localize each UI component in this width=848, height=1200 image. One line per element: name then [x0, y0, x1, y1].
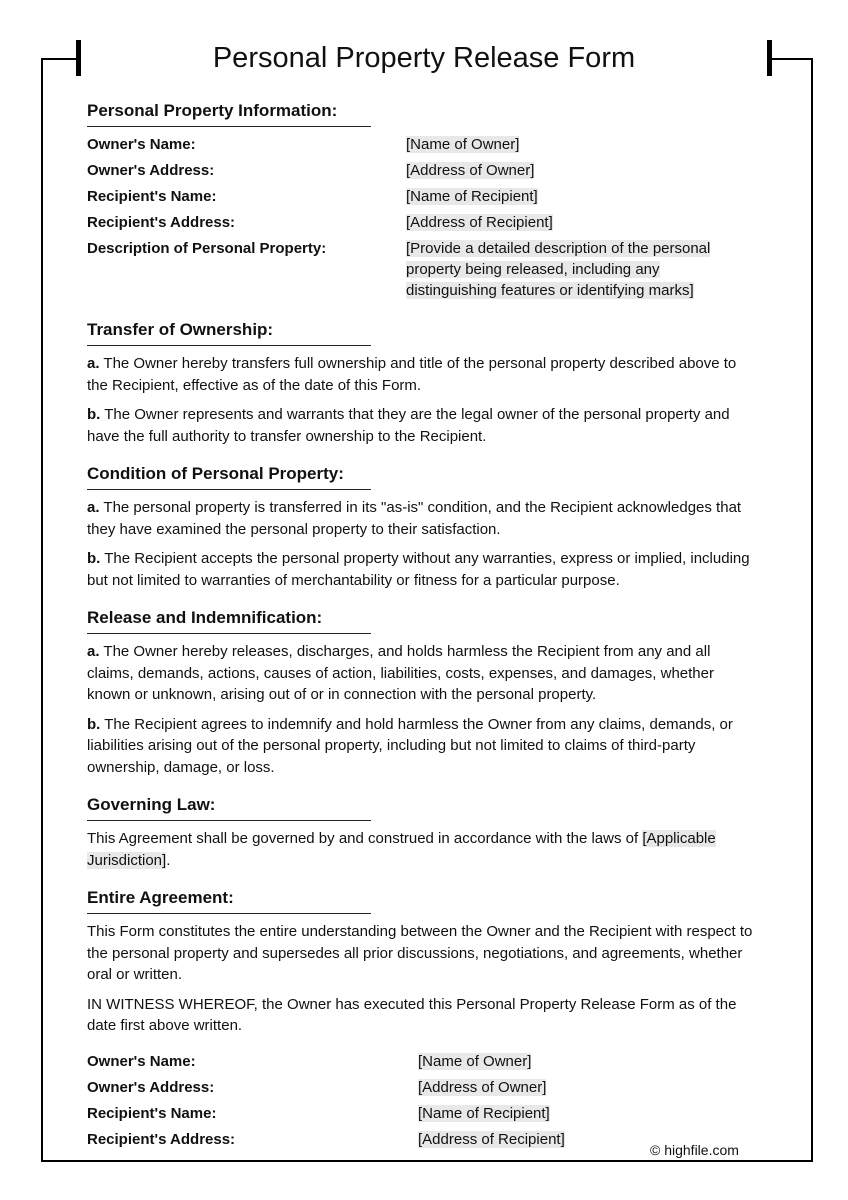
clause-marker: b.: [87, 406, 101, 423]
section-heading-info: Personal Property Information:: [87, 100, 371, 127]
info-label: Recipient's Name:: [87, 188, 217, 205]
info-value: [406, 134, 746, 155]
info-label: Recipient's Address:: [87, 214, 236, 231]
sig-row-recipient-name: [87, 1103, 757, 1124]
info-label: Description of Personal Property:: [87, 240, 327, 257]
clause-condition-a: [87, 497, 757, 540]
clause-transfer-a: [87, 353, 757, 396]
section-heading-condition: Condition of Personal Property:: [87, 463, 371, 490]
copyright-footer: © highfile.com: [650, 1142, 739, 1158]
section-heading-entire: Entire Agreement:: [87, 887, 371, 914]
info-row-recipient-name: [87, 186, 757, 207]
clause-text: This Agreement shall be governed by and construed in accordance with the laws of: [87, 830, 639, 847]
info-value: [418, 1051, 757, 1072]
clause-text: The Owner hereby releases, discharges, and holds harmless the Recipient from any and all claims, demands, actions, causes of action, liabilities, costs, expenses, and damages, whether known or unknown, arising out of or in connection with the personal property.: [87, 643, 714, 703]
placeholder-field[interactable]: [Provide a detailed description of the personal property being released, including any distinguishing features or identifying marks]: [406, 240, 711, 299]
placeholder-field[interactable]: [Name of Recipient]: [418, 1104, 550, 1122]
placeholder-field[interactable]: [Address of Owner]: [418, 1078, 547, 1096]
section-heading-release: Release and Indemnification:: [87, 607, 371, 634]
clause-transfer-b: [87, 404, 757, 447]
page-title: Personal Property Release Form: [212, 42, 636, 74]
info-value: [418, 1103, 757, 1124]
info-label: Recipient's Address:: [87, 1130, 236, 1148]
info-row-owner-name: [87, 134, 757, 155]
clause-text: The Recipient accepts the personal property without any warranties, express or implied, including but not limited to warranties of merchantability or fitness for a particular purpose.: [87, 550, 750, 589]
info-value: [406, 186, 746, 207]
witness-statement: IN WITNESS WHEREOF, the Owner has executed this Personal Property Release Form as of the date first above written.: [87, 995, 737, 1034]
clause-text: The personal property is transferred in its "as-is" condition, and the Recipient acknowledges that they have examined the personal property to their satisfaction.: [87, 499, 742, 538]
clause-marker: a.: [87, 499, 100, 516]
info-label: Owner's Name:: [87, 136, 196, 153]
placeholder-field[interactable]: [Name of Owner]: [406, 136, 520, 153]
placeholder-field[interactable]: [Address of Owner]: [406, 162, 535, 179]
placeholder-field[interactable]: [Name of Owner]: [418, 1052, 532, 1070]
info-value: [406, 212, 746, 233]
clause-release-b: [87, 714, 757, 779]
clause-governing: [87, 828, 757, 871]
info-label: Owner's Address:: [87, 162, 215, 179]
section-heading-governing: Governing Law:: [87, 794, 371, 821]
form-content: [87, 100, 757, 1155]
placeholder-field[interactable]: [Address of Recipient]: [418, 1130, 565, 1148]
info-label: Owner's Address:: [87, 1078, 215, 1096]
info-value: [406, 160, 746, 181]
clause-marker: a.: [87, 643, 100, 660]
info-value: [406, 238, 746, 301]
sig-row-owner-name: [87, 1051, 757, 1072]
info-row-owner-address: [87, 160, 757, 181]
info-label: Owner's Name:: [87, 1052, 196, 1070]
info-value: [418, 1077, 757, 1098]
info-label: Recipient's Name:: [87, 1104, 217, 1122]
frame-bottom: [41, 1160, 813, 1162]
clause-condition-b: [87, 548, 757, 591]
placeholder-field[interactable]: [Address of Recipient]: [406, 214, 553, 231]
placeholder-field[interactable]: [Applicable Jurisdiction]: [87, 830, 716, 869]
frame-right: [811, 58, 813, 1162]
sig-row-owner-address: [87, 1077, 757, 1098]
clause-end: .: [166, 851, 171, 869]
section-heading-transfer: Transfer of Ownership:: [87, 319, 371, 346]
clause-text: The Owner hereby transfers full ownership and title of the personal property described above to the Recipient, effective as of the date of this Form.: [87, 355, 737, 394]
clause-marker: b.: [87, 715, 101, 733]
clause-marker: a.: [87, 355, 100, 372]
info-row-description: [87, 238, 757, 301]
clause-release-a: [87, 641, 757, 706]
clause-marker: b.: [87, 550, 101, 567]
clause-text: The Recipient agrees to indemnify and hold harmless the Owner from any claims, demands, or liabilities arising out of the personal property, including but not limited to claims of third-party ownership, damage, or loss.: [87, 715, 733, 776]
frame-left: [41, 58, 43, 1162]
clause-entire: This Form constitutes the entire understanding between the Owner and the Recipient with respect to the personal property and supersedes all prior discussions, negotiations, and agreements, whether oral or written.: [87, 923, 753, 983]
placeholder-field[interactable]: [Name of Recipient]: [406, 188, 538, 205]
signature-block: [87, 1051, 757, 1150]
info-row-recipient-address: [87, 212, 757, 233]
clause-text: The Owner represents and warrants that they are the legal owner of the personal property and have the full authority to transfer ownership to the Recipient.: [87, 406, 730, 445]
